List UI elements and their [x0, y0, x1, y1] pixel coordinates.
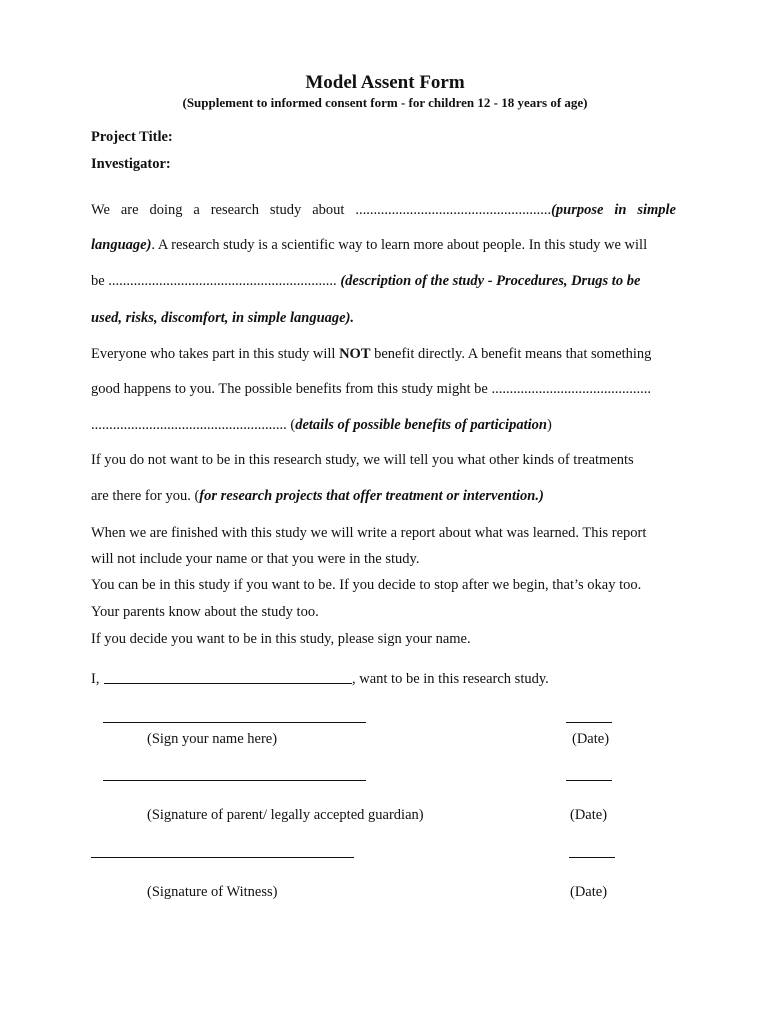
description-hint-cont: used, risks, discomfort, in simple language).	[91, 310, 355, 326]
report-line: When we are finished with this study we will write a report about what was learned. This report	[91, 525, 647, 541]
child-signature-field[interactable]	[103, 722, 366, 723]
investigator-label: Investigator:	[91, 156, 171, 172]
possible-benefits-line: good happens to you. The possible benefits from this study might be ............................................	[91, 381, 651, 397]
assent-name-field[interactable]	[104, 683, 352, 684]
word: are	[120, 202, 139, 218]
parent-signature-field[interactable]	[103, 780, 366, 781]
word: research	[210, 202, 259, 218]
benefit-text-a: Everyone who takes part in this study will	[91, 346, 340, 362]
benefit-details-line	[91, 416, 552, 434]
treatments-text: are there for you. (	[91, 488, 200, 504]
treatments-line-2	[91, 487, 544, 505]
treatments-hint: for research projects that offer treatment or intervention.)	[199, 488, 544, 504]
page-title: Model Assent Form	[305, 72, 465, 93]
parent-signature-label: (Signature of parent/ legally accepted guardian)	[147, 807, 424, 823]
witness-signature-field[interactable]	[91, 857, 354, 858]
assent-suffix: , want to be in this research study.	[352, 671, 549, 687]
stop-line: You can be in this study if you want to be. If you decide to stop after we begin, that’s okay too.	[91, 577, 642, 593]
parent-date-label: (Date)	[570, 807, 608, 823]
purpose-line	[91, 201, 676, 219]
language-hint: language)	[91, 237, 152, 253]
benefit-text-b: benefit directly. A benefit means that something	[370, 346, 652, 362]
sign-instruction-line: If you decide you want to be in this study, please sign your name.	[91, 631, 471, 647]
child-date-field[interactable]	[566, 722, 612, 723]
description-hint: (description of the study - Procedures, Drugs to be	[340, 273, 641, 289]
child-date-label: (Date)	[572, 731, 610, 747]
parents-line: Your parents know about the study too.	[91, 604, 319, 620]
benefit-close-paren: )	[546, 417, 552, 433]
purpose-hint-word: (purpose	[551, 202, 604, 218]
word: study	[269, 202, 302, 218]
assent-prefix: I,	[91, 671, 100, 687]
description-line	[91, 272, 640, 290]
report-line-2: will not include your name or that you were in the study.	[91, 551, 420, 567]
description-blank: be ...............................................................	[91, 273, 341, 289]
witness-signature-label: (Signature of Witness)	[147, 884, 278, 900]
treatments-line: If you do not want to be in this research study, we will tell you what other kinds of treatments	[91, 452, 634, 468]
word: a	[193, 202, 200, 218]
word: doing	[149, 202, 183, 218]
parent-date-field[interactable]	[566, 780, 612, 781]
purpose-blank-group	[355, 201, 603, 219]
word: We	[91, 202, 110, 218]
word: about	[312, 202, 345, 218]
witness-date-label: (Date)	[570, 884, 608, 900]
benefit-details-hint: details of possible benefits of participation	[295, 417, 547, 433]
witness-date-field[interactable]	[569, 857, 615, 858]
purpose-hint-word: in	[614, 202, 627, 218]
purpose-blank: ......................................................	[355, 202, 552, 218]
benefit-not: NOT	[339, 346, 371, 362]
child-signature-label: (Sign your name here)	[147, 731, 278, 747]
benefit-blank: ...................................................... (	[91, 417, 296, 433]
purpose-hint-word: simple	[637, 202, 676, 218]
project-title-label: Project Title:	[91, 129, 173, 145]
page-subtitle: (Supplement to informed consent form - for children 12 - 18 years of age)	[182, 95, 588, 110]
benefit-line	[91, 345, 651, 363]
study-intro-line	[91, 236, 647, 254]
study-intro-text: . A research study is a scientific way to learn more about people. In this study we will	[151, 237, 648, 253]
